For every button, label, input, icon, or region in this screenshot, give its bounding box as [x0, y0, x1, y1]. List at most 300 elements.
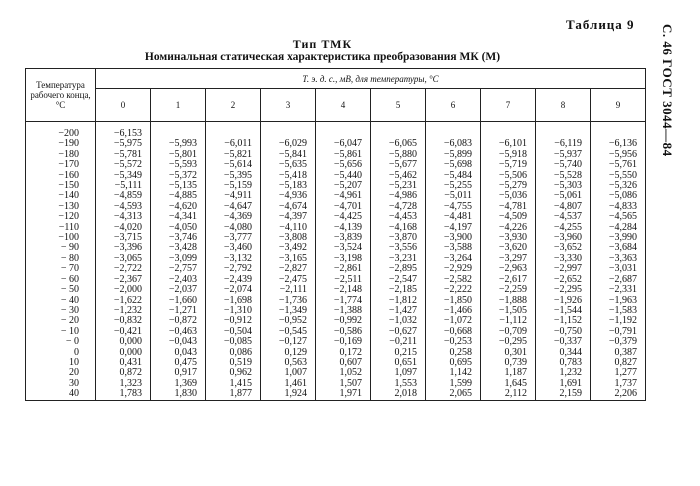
temperature-cell: − 40 — [26, 296, 96, 306]
table-row — [26, 379, 646, 389]
emf-cell: −3,132 — [206, 254, 261, 264]
emf-cell: −1,232 — [96, 306, 151, 316]
emf-cell: −0,709 — [481, 327, 536, 337]
emf-cell: −1,349 — [261, 306, 316, 316]
emf-cell: −3,715 — [96, 233, 151, 243]
emf-cell: −1,736 — [261, 296, 316, 306]
emf-cell: −2,617 — [481, 275, 536, 285]
emf-cell: −5,761 — [591, 160, 646, 170]
emf-cell: 1,830 — [151, 389, 206, 400]
emf-cell: −5,656 — [316, 160, 371, 170]
emf-cell: 1,691 — [536, 379, 591, 389]
emf-cell: −5,861 — [316, 150, 371, 160]
temperature-cell: 0 — [26, 348, 96, 358]
emf-cell: −5,395 — [206, 171, 261, 181]
emf-cell: −4,313 — [96, 212, 151, 222]
type-title: Тип ТМК — [292, 37, 353, 51]
emf-cell: 0,172 — [316, 348, 371, 358]
table-caption: Номинальная статическая характеристика преобразования МК (М) — [144, 51, 501, 63]
emf-cell: −4,620 — [151, 202, 206, 212]
emf-cell: −4,781 — [481, 202, 536, 212]
emf-cell: 1,507 — [316, 379, 371, 389]
emf-cell: −2,259 — [481, 285, 536, 295]
emf-cell: −5,372 — [151, 171, 206, 181]
emf-cell: 0,043 — [151, 348, 206, 358]
emf-cell: −2,687 — [591, 275, 646, 285]
emf-cell: 1,232 — [536, 368, 591, 378]
emf-cell: −0,586 — [316, 327, 371, 337]
emf-cell: 1,052 — [316, 368, 371, 378]
emf-cell — [426, 122, 481, 140]
emf-cell: −1,505 — [481, 306, 536, 316]
emf-cell: −4,859 — [96, 191, 151, 201]
column-header: 7 — [481, 89, 536, 122]
temperature-cell: − 0 — [26, 337, 96, 347]
emf-cell: −2,295 — [536, 285, 591, 295]
column-header: 1 — [151, 89, 206, 122]
table-row — [26, 358, 646, 368]
emf-cell: −5,159 — [206, 181, 261, 191]
temperature-cell: − 10 — [26, 327, 96, 337]
emf-cell: −0,127 — [261, 337, 316, 347]
emf-cell: −2,895 — [371, 264, 426, 274]
emf-cell: −5,719 — [481, 160, 536, 170]
emf-cell: −5,506 — [481, 171, 536, 181]
emf-cell: −5,207 — [316, 181, 371, 191]
emf-cell: −5,326 — [591, 181, 646, 191]
emf-cell: −3,165 — [261, 254, 316, 264]
emf-cell: −5,801 — [151, 150, 206, 160]
span-header: Т. э. д. с., мВ, для температуры, °С — [96, 69, 646, 89]
emf-cell: −4,020 — [96, 223, 151, 233]
emf-cell: 2,206 — [591, 389, 646, 400]
emf-cell: 0,344 — [536, 348, 591, 358]
emf-cell: −0,992 — [316, 316, 371, 326]
emf-cell: −4,226 — [481, 223, 536, 233]
standard-reference-text: С. 46 ГОСТ 3044—84 — [660, 24, 675, 157]
emf-cell: −5,086 — [591, 191, 646, 201]
column-header: 4 — [316, 89, 371, 122]
emf-cell: −6,029 — [261, 139, 316, 149]
emf-cell: 0,962 — [206, 368, 261, 378]
emf-cell: −1,812 — [371, 296, 426, 306]
emf-cell: −1,963 — [591, 296, 646, 306]
emf-cell: 1,737 — [591, 379, 646, 389]
emf-cell: 1,097 — [371, 368, 426, 378]
emf-cell: −4,197 — [426, 223, 481, 233]
emf-cell: −1,271 — [151, 306, 206, 316]
emf-cell — [206, 122, 261, 140]
emf-cell: −4,885 — [151, 191, 206, 201]
emf-cell: 1,415 — [206, 379, 261, 389]
emf-cell: −1,698 — [206, 296, 261, 306]
emf-cell: −2,997 — [536, 264, 591, 274]
emf-cell: −4,168 — [371, 223, 426, 233]
emf-cell: −5,918 — [481, 150, 536, 160]
column-header: 3 — [261, 89, 316, 122]
emf-cell: −1,622 — [96, 296, 151, 306]
emf-cell: −0,952 — [261, 316, 316, 326]
temperature-cell: 30 — [26, 379, 96, 389]
emf-cell: −1,888 — [481, 296, 536, 306]
emf-cell: −2,827 — [261, 264, 316, 274]
emf-cell: −4,110 — [261, 223, 316, 233]
emf-cell: −3,492 — [261, 243, 316, 253]
emf-cell: −4,139 — [316, 223, 371, 233]
emf-cell: 0,739 — [481, 358, 536, 368]
emf-cell: −6,153 — [96, 122, 151, 140]
emf-cell — [316, 122, 371, 140]
emf-cell: −4,369 — [206, 212, 261, 222]
emf-cell: −6,011 — [206, 139, 261, 149]
emf-cell: −5,255 — [426, 181, 481, 191]
emf-cell: 2,159 — [536, 389, 591, 400]
emf-cell: −5,528 — [536, 171, 591, 181]
emf-cell: 1,645 — [481, 379, 536, 389]
emf-cell: 1,187 — [481, 368, 536, 378]
temperature-cell: −150 — [26, 181, 96, 191]
emf-cell: −2,185 — [371, 285, 426, 295]
emf-cell: −3,396 — [96, 243, 151, 253]
emf-cell: −5,635 — [261, 160, 316, 170]
emf-cell: −6,065 — [371, 139, 426, 149]
emf-cell: −2,511 — [316, 275, 371, 285]
emf-cell: −3,839 — [316, 233, 371, 243]
emf-cell: −4,397 — [261, 212, 316, 222]
emf-cell: −4,509 — [481, 212, 536, 222]
temperature-cell: − 50 — [26, 285, 96, 295]
column-header-row — [26, 89, 646, 122]
emf-cell: −2,929 — [426, 264, 481, 274]
emf-cell: 1,461 — [261, 379, 316, 389]
table-row — [26, 389, 646, 400]
emf-cell: −4,341 — [151, 212, 206, 222]
column-header: 0 — [96, 89, 151, 122]
emf-cell: 1,924 — [261, 389, 316, 400]
emf-cell: −5,440 — [316, 171, 371, 181]
table-row — [26, 337, 646, 347]
emf-cell: −1,427 — [371, 306, 426, 316]
temperature-cell: −110 — [26, 223, 96, 233]
emf-cell: −5,462 — [371, 171, 426, 181]
emf-cell: −5,061 — [536, 191, 591, 201]
emf-cell: −3,684 — [591, 243, 646, 253]
emf-cell: −4,453 — [371, 212, 426, 222]
emf-cell: −5,349 — [96, 171, 151, 181]
emf-cell: −2,111 — [261, 285, 316, 295]
emf-cell: −0,504 — [206, 327, 261, 337]
emf-cell: 0,563 — [261, 358, 316, 368]
emf-cell: −6,119 — [536, 139, 591, 149]
emf-cell: −5,303 — [536, 181, 591, 191]
emf-cell: −5,841 — [261, 150, 316, 160]
emf-cell: −4,080 — [206, 223, 261, 233]
emf-cell: −0,169 — [316, 337, 371, 347]
emf-cell: −0,912 — [206, 316, 261, 326]
emf-cell: −2,037 — [151, 285, 206, 295]
emf-cell: −2,074 — [206, 285, 261, 295]
emf-cell: −2,439 — [206, 275, 261, 285]
emf-cell: −5,899 — [426, 150, 481, 160]
emf-cell: −0,085 — [206, 337, 261, 347]
emf-cell: 0,519 — [206, 358, 261, 368]
emf-cell: −2,547 — [371, 275, 426, 285]
emf-cell: −1,466 — [426, 306, 481, 316]
temperature-cell: 20 — [26, 368, 96, 378]
emf-cell: 0,129 — [261, 348, 316, 358]
emf-cell: −4,807 — [536, 202, 591, 212]
emf-cell: −5,614 — [206, 160, 261, 170]
emf-cell: −4,674 — [261, 202, 316, 212]
emf-cell: −5,036 — [481, 191, 536, 201]
emf-cell: −4,255 — [536, 223, 591, 233]
emf-cell: 2,065 — [426, 389, 481, 400]
temperature-cell: −130 — [26, 202, 96, 212]
emf-cell: 0,475 — [151, 358, 206, 368]
emf-cell: −2,652 — [536, 275, 591, 285]
emf-cell: −1,774 — [316, 296, 371, 306]
emf-cell: −0,421 — [96, 327, 151, 337]
column-header: 9 — [591, 89, 646, 122]
emf-cell: −4,425 — [316, 212, 371, 222]
temperature-cell: −160 — [26, 171, 96, 181]
table-row — [26, 285, 646, 295]
emf-cell: 1,007 — [261, 368, 316, 378]
emf-cell: −5,279 — [481, 181, 536, 191]
emf-cell: −4,565 — [591, 212, 646, 222]
emf-cell: −0,253 — [426, 337, 481, 347]
emf-cell: −4,481 — [426, 212, 481, 222]
emf-cell: 1,323 — [96, 379, 151, 389]
emf-cell: −2,792 — [206, 264, 261, 274]
temperature-cell: − 90 — [26, 243, 96, 253]
emf-cell: −0,211 — [371, 337, 426, 347]
table-row — [26, 348, 646, 358]
emf-cell: −1,850 — [426, 296, 481, 306]
emf-cell: −5,593 — [151, 160, 206, 170]
emf-cell: −4,728 — [371, 202, 426, 212]
temperature-cell: −180 — [26, 150, 96, 160]
emf-cell: 0,086 — [206, 348, 261, 358]
emf-cell: −2,331 — [591, 285, 646, 295]
emf-cell: −5,231 — [371, 181, 426, 191]
emf-cell: −4,701 — [316, 202, 371, 212]
emf-cell: 1,877 — [206, 389, 261, 400]
emf-cell: −4,833 — [591, 202, 646, 212]
emf-cell: −3,363 — [591, 254, 646, 264]
emf-cell: −2,000 — [96, 285, 151, 295]
emf-cell: −5,740 — [536, 160, 591, 170]
temperature-cell: − 70 — [26, 264, 96, 274]
emf-cell: −2,757 — [151, 264, 206, 274]
emf-cell: 0,258 — [426, 348, 481, 358]
emf-cell: −3,652 — [536, 243, 591, 253]
emf-cell: −6,136 — [591, 139, 646, 149]
emf-cell: −3,777 — [206, 233, 261, 243]
emf-cell: −5,135 — [151, 181, 206, 191]
emf-cell — [261, 122, 316, 140]
emf-cell: −3,620 — [481, 243, 536, 253]
emf-cell — [151, 122, 206, 140]
emf-cell: −5,956 — [591, 150, 646, 160]
emf-cell: −3,031 — [591, 264, 646, 274]
emf-cell: −1,192 — [591, 316, 646, 326]
emf-cell: −6,101 — [481, 139, 536, 149]
emf-cell — [536, 122, 591, 140]
emf-cell: −5,781 — [96, 150, 151, 160]
table-body — [26, 122, 646, 401]
emf-cell: −1,926 — [536, 296, 591, 306]
table-row — [26, 122, 646, 140]
column-header: 6 — [426, 89, 481, 122]
emf-cell: 1,599 — [426, 379, 481, 389]
temperature-cell: −170 — [26, 160, 96, 170]
emf-cell: −3,900 — [426, 233, 481, 243]
emf-cell: −4,537 — [536, 212, 591, 222]
emf-cell: 0,301 — [481, 348, 536, 358]
emf-cell: 1,553 — [371, 379, 426, 389]
emf-cell: 0,000 — [96, 337, 151, 347]
emf-cell: −5,550 — [591, 171, 646, 181]
standard-reference — [655, 24, 681, 157]
temperature-cell: −100 — [26, 233, 96, 243]
column-header: 2 — [206, 89, 261, 122]
temperature-cell: −120 — [26, 212, 96, 222]
emf-cell: −3,297 — [481, 254, 536, 264]
emf-cell: 2,018 — [371, 389, 426, 400]
row-header: Температура рабочего конца, °С — [26, 69, 96, 122]
emf-cell: 1,971 — [316, 389, 371, 400]
emf-cell: 0,695 — [426, 358, 481, 368]
emf-cell: −5,011 — [426, 191, 481, 201]
emf-cell: −2,403 — [151, 275, 206, 285]
emf-cell: −3,065 — [96, 254, 151, 264]
emf-cell: 0,215 — [371, 348, 426, 358]
emf-cell: −4,911 — [206, 191, 261, 201]
emf-cell: −4,936 — [261, 191, 316, 201]
emf-cell: −5,484 — [426, 171, 481, 181]
emf-cell: −1,112 — [481, 316, 536, 326]
emf-cell: −5,183 — [261, 181, 316, 191]
emf-cell — [371, 122, 426, 140]
emf-cell: −5,975 — [96, 139, 151, 149]
emf-cell: −3,524 — [316, 243, 371, 253]
emf-cell: −4,284 — [591, 223, 646, 233]
emf-cell: −0,668 — [426, 327, 481, 337]
column-header: 8 — [536, 89, 591, 122]
emf-cell: −5,821 — [206, 150, 261, 160]
emf-cell: −2,582 — [426, 275, 481, 285]
emf-cell: −3,460 — [206, 243, 261, 253]
emf-cell: −5,993 — [151, 139, 206, 149]
emf-cell: 1,369 — [151, 379, 206, 389]
emf-cell: −0,295 — [481, 337, 536, 347]
table-row — [26, 368, 646, 378]
temperature-cell: 10 — [26, 358, 96, 368]
emf-cell: −5,677 — [371, 160, 426, 170]
emf-cell: −1,072 — [426, 316, 481, 326]
emf-cell: −3,264 — [426, 254, 481, 264]
emf-cell: 1,277 — [591, 368, 646, 378]
emf-cell: −1,310 — [206, 306, 261, 316]
emf-cell: −2,222 — [426, 285, 481, 295]
emf-cell: −5,572 — [96, 160, 151, 170]
emf-cell: −0,832 — [96, 316, 151, 326]
emf-cell: −0,379 — [591, 337, 646, 347]
temperature-cell: −140 — [26, 191, 96, 201]
emf-cell: 1,142 — [426, 368, 481, 378]
emf-cell: −3,556 — [371, 243, 426, 253]
emf-cell: 2,112 — [481, 389, 536, 400]
emf-cell: 0,917 — [151, 368, 206, 378]
emf-cell: 0,431 — [96, 358, 151, 368]
emf-cell: −3,330 — [536, 254, 591, 264]
emf-cell: −3,099 — [151, 254, 206, 264]
emf-cell: 0,607 — [316, 358, 371, 368]
emf-cell: −0,337 — [536, 337, 591, 347]
emf-cell: −3,990 — [591, 233, 646, 243]
emf-cell: −4,961 — [316, 191, 371, 201]
emf-cell: −1,544 — [536, 306, 591, 316]
emf-cell: −1,388 — [316, 306, 371, 316]
emf-cell: −1,032 — [371, 316, 426, 326]
emf-cell: −5,698 — [426, 160, 481, 170]
emf-cell: −1,152 — [536, 316, 591, 326]
emf-cell: −0,463 — [151, 327, 206, 337]
emf-cell: −5,111 — [96, 181, 151, 191]
temperature-cell: 40 — [26, 389, 96, 400]
temperature-cell: −190 — [26, 139, 96, 149]
emf-cell: −3,808 — [261, 233, 316, 243]
emf-cell: −0,791 — [591, 327, 646, 337]
column-header: 5 — [371, 89, 426, 122]
emf-cell: −2,963 — [481, 264, 536, 274]
emf-cell: −5,880 — [371, 150, 426, 160]
temperature-cell: − 80 — [26, 254, 96, 264]
emf-cell: −2,367 — [96, 275, 151, 285]
emf-cell: −1,660 — [151, 296, 206, 306]
emf-cell: −6,083 — [426, 139, 481, 149]
emf-cell: −3,746 — [151, 233, 206, 243]
emf-cell: −3,960 — [536, 233, 591, 243]
emf-cell: 0,783 — [536, 358, 591, 368]
emf-cell: −0,750 — [536, 327, 591, 337]
emf-cell: 0,872 — [96, 368, 151, 378]
emf-cell — [481, 122, 536, 140]
emf-cell: −2,475 — [261, 275, 316, 285]
emf-cell: −3,428 — [151, 243, 206, 253]
emf-table — [25, 68, 646, 401]
emf-cell: −0,043 — [151, 337, 206, 347]
emf-cell: −2,722 — [96, 264, 151, 274]
emf-cell: −4,593 — [96, 202, 151, 212]
emf-cell — [591, 122, 646, 140]
emf-cell: −2,148 — [316, 285, 371, 295]
temperature-cell: − 60 — [26, 275, 96, 285]
emf-cell: −0,627 — [371, 327, 426, 337]
emf-cell: −3,198 — [316, 254, 371, 264]
emf-cell: −4,050 — [151, 223, 206, 233]
emf-cell: −3,870 — [371, 233, 426, 243]
temperature-cell: −200 — [26, 122, 96, 140]
emf-cell: −5,937 — [536, 150, 591, 160]
emf-cell: −3,930 — [481, 233, 536, 243]
emf-cell: −4,986 — [371, 191, 426, 201]
emf-cell: −2,861 — [316, 264, 371, 274]
emf-cell: −6,047 — [316, 139, 371, 149]
temperature-cell: − 20 — [26, 316, 96, 326]
emf-cell: 0,827 — [591, 358, 646, 368]
